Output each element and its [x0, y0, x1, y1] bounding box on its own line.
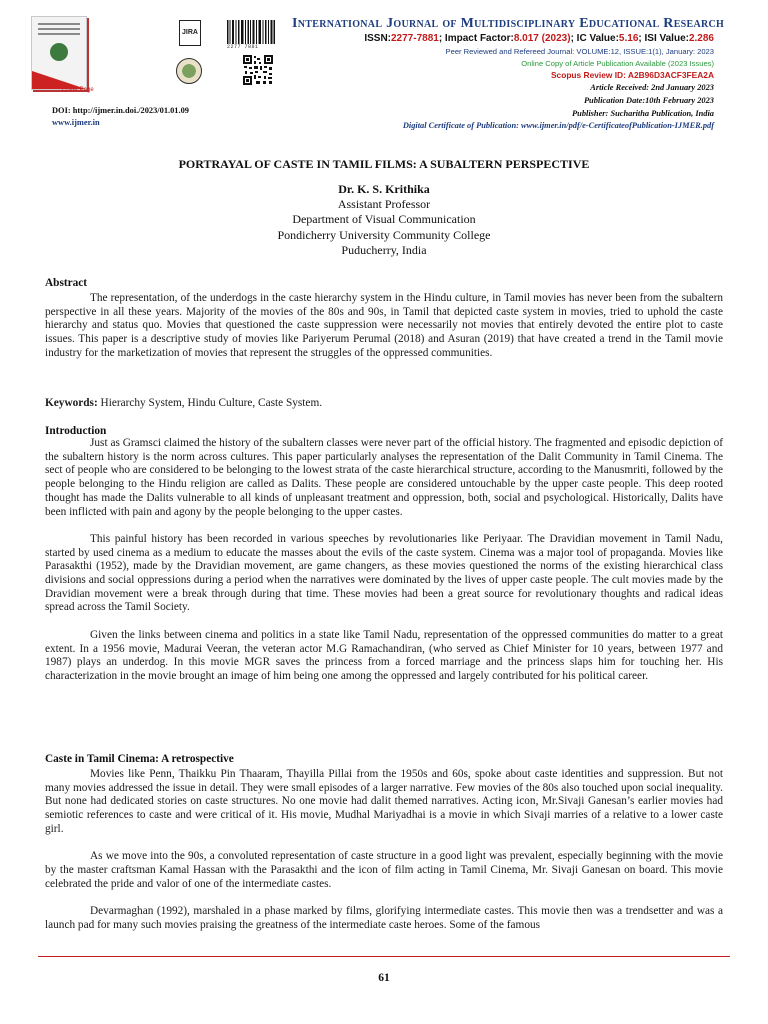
abstract-paragraph: The representation, of the underdogs in the caste hierarchy system in the Hindu culture, in Tamil movies has never been from the subaltern perspective in all these years. Majority of the movies of the 80s and 90s, in Tamil that depicted caste system in movies, tried to uphold the caste hierarchy and status quo. Movies that questioned the caste suppression were necessarily not movies that entirely devoted the entire plot to caste issues. This paper is a descriptive study of movies like Pariyerum Perumal (2018) and Asuran (2019) that have created a trend in the Tamil movie industry for the marketization of movies that represent the struggles of the oppressed communities. — [45, 292, 723, 359]
isi-value: 2.286 — [688, 33, 714, 44]
publisher-line: Publisher: Sucharitha Publication, India — [572, 109, 714, 118]
keywords-label: Keywords: — [45, 397, 98, 409]
abstract-body — [45, 292, 723, 361]
journal-title: International Journal of Multidisciplinary Educational Research — [292, 16, 725, 31]
retrospective-paragraph: As we move into the 90s, a convoluted representation of caste structure in a good light was prevalent, especially beginning with the movie by the master craftsman Kamal Hassan with the Parasakthi and the icon of film acting in Tamil Cinema, Mr. Sivaji Ganesan on board. This movie celebrated the pride and valor of one of the intermediate castes. — [45, 850, 723, 890]
issn-label: ISSN: — [364, 33, 391, 44]
author-block — [0, 182, 768, 258]
introduction-heading: Introduction — [45, 425, 107, 437]
retrospective-paragraph: Movies like Penn, Thaikku Pin Thaaram, Thayilla Pillai from the 1950s and 60s, spoke about caste identities and suppression. But not many movies addressed the issue in detail. They were small episodes of a larger narrative. Few movies of the 80s also touched upon social inequality. But none had dedicated stories on caste structures. No one movie had dalit themed narratives. Acting icon, Mr.Sivaji Ganesan’s earlier movies had semiotic references to caste and were critical of it. His movie, Mudhal Mariyadhai is a movie in which Sivaji marries of a relative to a lower caste girl. — [45, 768, 723, 835]
author-position: Assistant Professor — [337, 197, 431, 212]
cover-page-thumbnail — [27, 12, 89, 90]
keywords-line — [45, 397, 322, 409]
issn-value: 2277-7881 — [391, 33, 439, 44]
digital-certificate-link[interactable]: Digital Certificate of Publication: www.ijmer.in/pdf/e-CertificateofPublication-IJMER.pdf — [402, 121, 714, 130]
intro-paragraph: This painful history has been recorded in various speeches by revolutionaries like Periyaar. The Dravidian movement in Tamil Nadu, started by used cinema as a medium to educate the masses about the evils of the caste system. Cinema was a major tool of propaganda. Movies like Parasakthi (1952), made by the Dravidian movement, are game changers, as these movies questioned the norms of the existing hierarchical class divisions and social oppressions during a period when the narratives were dominated by the lives of upper caste people. The cult movies made by the Dravidian movement were a break through during that time. These movies had been a great source for revolutionary thoughts and radical ideas spread across the Tamil Society. — [45, 532, 723, 614]
intro-paragraph: Given the links between cinema and politics in a state like Tamil Nadu, representation of the oppressed communities do matter to a great extent. In a 1956 movie, Madurai Veeran, the veteran actor M.G Ramachandiran, (who served as Chief Minister for 10 years, between 1977 and 1987) plays an underdog. In this movie MGR saves the princess from a forced marriage and the princess slaps him for touching her. His characterization in the movie brought an image of him being one among the oppressed and largely contributed for his political career. — [45, 628, 723, 682]
paper-title: PORTRAYAL OF CASTE IN TAMIL FILMS: A SUBALTERN PERSPECTIVE — [178, 157, 590, 171]
ic-value: 5.16 — [618, 33, 639, 44]
retrospective-paragraph: Devarmaghan (1992), marshaled in a phase marked by films, glorifying intermediate castes. This movie then was a trendsetter and was a launch pad for many such movies praising the greatness of the intermediate caste heroes. Some of the famous — [45, 905, 723, 931]
keywords-list: Hierarchy System, Hindu Culture, Caste System. — [100, 397, 323, 409]
issn-impact-line — [364, 33, 714, 44]
scopus-review-id: Scopus Review ID: A2B96D3ACF3FEA2A — [550, 70, 714, 80]
publication-date: Publication Date:10th February 2023 — [583, 96, 714, 105]
author-location: Puducherry, India — [341, 242, 427, 257]
peer-review-line: Peer Reviewed and Refereed Journal: VOLUME:12, ISSUE:1(1), January: 2023 — [445, 47, 714, 56]
impact-factor-label: ; Impact Factor: — [438, 33, 514, 44]
author-name: Dr. K. S. Krithika — [338, 182, 430, 196]
qr-code-icon[interactable] — [243, 55, 273, 85]
website-link[interactable]: www.ijmer.in — [52, 118, 100, 127]
jira-logo: JIRA — [179, 20, 201, 46]
author-institution: Pondicherry University Community College — [277, 227, 491, 242]
page-number: 61 — [378, 972, 390, 984]
ic-value-label: ; IC Value: — [570, 33, 619, 44]
cover-page-label: Cover Page — [62, 87, 94, 93]
abstract-heading: Abstract — [45, 277, 88, 289]
article-received-date: Article Received: 2nd January 2023 — [590, 83, 714, 92]
retrospective-body — [45, 768, 723, 932]
author-department: Department of Visual Communication — [292, 212, 476, 227]
section-heading-retrospective: Caste in Tamil Cinema: A retrospective — [45, 753, 234, 765]
isi-value-label: ; ISI Value: — [638, 33, 689, 44]
journal-seal-icon — [176, 58, 202, 84]
barcode-number: 2277 7881 — [227, 44, 259, 50]
impact-factor-value: 8.017 (2023) — [513, 33, 571, 44]
intro-paragraph: Just as Gramsci claimed the history of the subaltern classes were never part of the official history. The fragmented and episodic depiction of the subaltern history is the norm across cultures. This paper particularly analyses the representation of the Dalit Community in Tamil Cinema. The sect of people who are considered to be belonging to the lowest strata of the caste hierarchical structure, according to the Manusmriti, followed by the people belonging to the Hindu religion are called as Dalits. These people are considered untouchable by the upper caste people. This deep rooted thought has made the Dalits vulnerable to all kinds of unpleasant treatment and oppression, both, social and psychological. Historically, Dalits have been inflicted with pain and agony by the people belonging to the upper castes. — [45, 437, 723, 518]
cover-image — [31, 16, 87, 90]
doi-link[interactable]: DOI: http://ijmer.in.doi./2023/01.01.09 — [52, 106, 189, 115]
online-copy-line: Online Copy of Article Publication Available (2023 Issues) — [521, 59, 714, 68]
issn-barcode-icon — [227, 20, 275, 44]
introduction-body — [45, 437, 723, 684]
footer-divider — [38, 956, 730, 957]
